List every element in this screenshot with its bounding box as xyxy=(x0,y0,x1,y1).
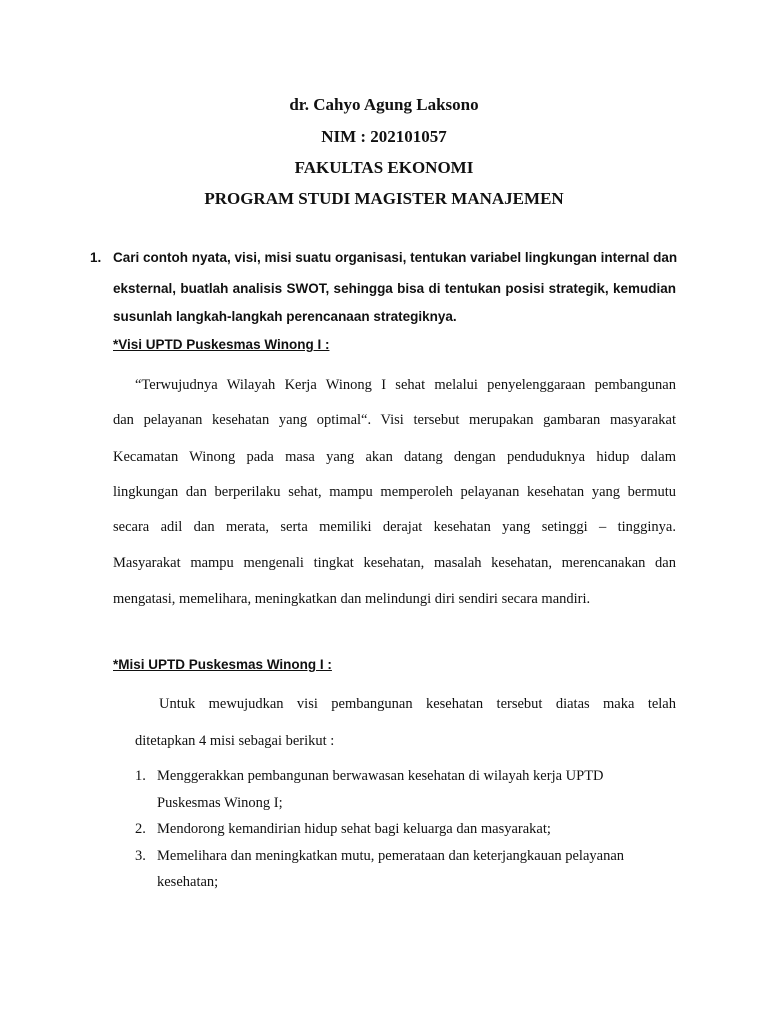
student-id: NIM : 202101057 xyxy=(321,127,447,146)
misi-item-3-number: 3. xyxy=(135,848,146,864)
visi-line-4: lingkungan dan berperilaku sehat, mampu memperoleh pelayanan kesehatan yang bermutu xyxy=(113,484,676,500)
question-number: 1. xyxy=(90,250,102,265)
misi-item-2-number: 2. xyxy=(135,821,146,837)
author-name: dr. Cahyo Agung Laksono xyxy=(289,95,479,114)
question-line-1: Cari contoh nyata, visi, misi suatu organisasi, tentukan variabel lingkungan internal dan xyxy=(113,250,678,265)
visi-line-3: Kecamatan Winong pada masa yang akan datang dengan penduduknya hidup dalam xyxy=(113,449,676,465)
visi-line-7: mengatasi, memelihara, meningkatkan dan melindungi diri sendiri secara mandiri. xyxy=(113,591,591,607)
program-title: PROGRAM STUDI MAGISTER MANAJEMEN xyxy=(204,189,564,208)
misi-item-1-number: 1. xyxy=(135,768,146,784)
misi-intro-line-1: Untuk mewujudkan visi pembangunan kesehatan tersebut diatas maka telah xyxy=(159,696,676,712)
misi-item-2-line-1: Mendorong kemandirian hidup sehat bagi keluarga dan masyarakat; xyxy=(157,821,551,837)
misi-item-1-line-2: Puskesmas Winong I; xyxy=(157,795,283,811)
faculty-title: FAKULTAS EKONOMI xyxy=(294,158,474,177)
misi-item-1-line-1: Menggerakkan pembangunan berwawasan kesehatan di wilayah kerja UPTD xyxy=(157,768,604,784)
question-line-2: eksternal, buatlah analisis SWOT, sehingga bisa di tentukan posisi strategik, kemudian xyxy=(113,281,676,296)
visi-line-5: secara adil dan merata, serta memiliki derajat kesehatan yang setinggi – tingginya. xyxy=(113,519,676,535)
question-line-3: susunlah langkah-langkah perencanaan strategiknya. xyxy=(113,309,457,324)
misi-intro-line-2: ditetapkan 4 misi sebagai berikut : xyxy=(135,733,335,749)
visi-line-1: “Terwujudnya Wilayah Kerja Winong I sehat melalui penyelenggaraan pembangunan xyxy=(135,377,676,393)
visi-line-6: Masyarakat mampu mengenali tingkat kesehatan, masalah kesehatan, merencanakan dan xyxy=(113,555,676,571)
visi-heading: *Visi UPTD Puskesmas Winong I : xyxy=(113,337,330,352)
misi-heading: *Misi UPTD Puskesmas Winong I : xyxy=(113,657,332,672)
visi-line-2: dan pelayanan kesehatan yang optimal“. Visi tersebut merupakan gambaran masyarakat xyxy=(113,412,676,428)
misi-item-3-line-2: kesehatan; xyxy=(157,874,219,890)
misi-item-3-line-1: Memelihara dan meningkatkan mutu, pemerataan dan keterjangkauan pelayanan xyxy=(157,848,625,864)
